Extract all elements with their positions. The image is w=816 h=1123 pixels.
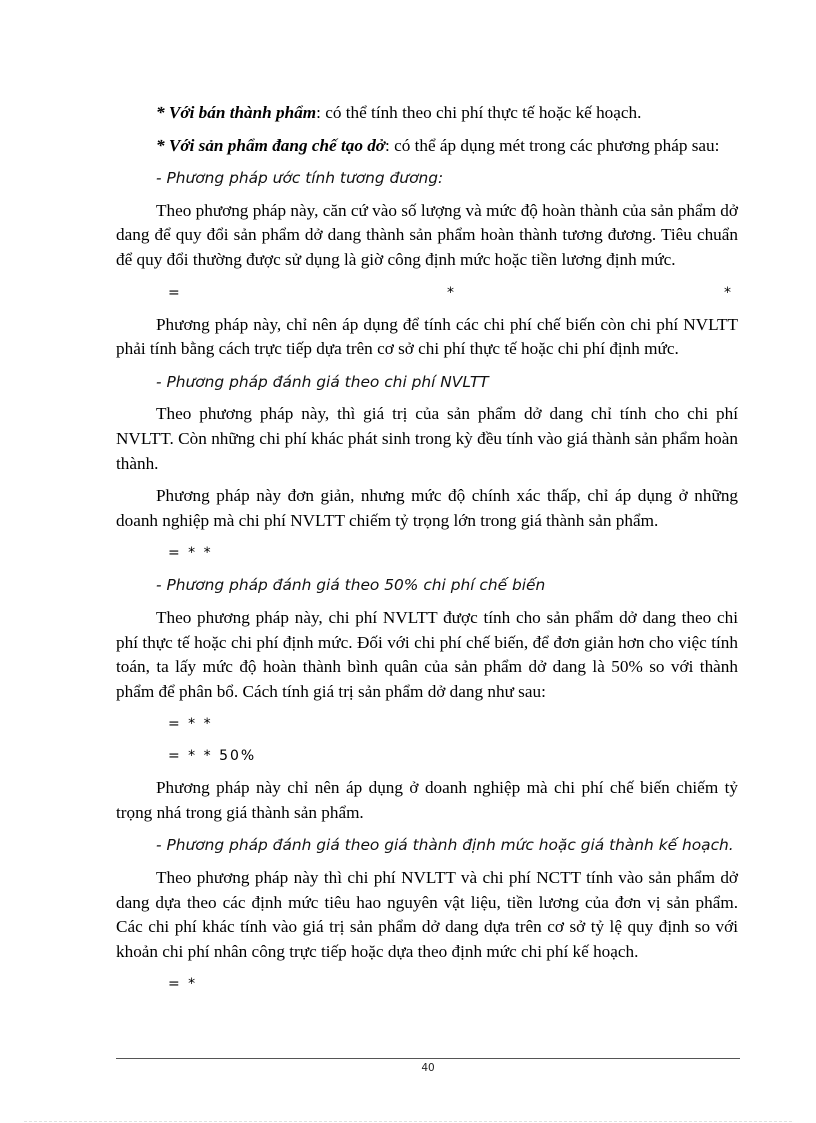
method-fifty-percent-formula-2: = * * 50% — [168, 748, 257, 765]
document-body — [116, 101, 738, 1004]
method-direct-material-title: - Phương pháp đánh giá theo chi phí NVLTT — [156, 372, 489, 391]
method-equivalent-paragraph-2: Phương pháp này, chỉ nên áp dụng để tính các chi phí chế biến còn chi phí NVLTT phải tính bằng cách trực tiếp dựa trên cơ sở chi phí thực tế hoặc chi phí định mức. — [116, 314, 738, 359]
method-equivalent-title: - Phương pháp ước tính tương đương: — [156, 169, 444, 188]
formula-multiply-2: * — [724, 284, 731, 301]
method-equivalent-paragraph-1: Theo phương pháp này, căn cứ vào số lượng và mức độ hoàn thành của sản phẩm dở dang để quy đổi sản phẩm dở dang thành sản phẩm hoàn thành tương đương. Tiêu chuẩn để quy đổi thường được sử dụng là giờ công định mức hoặc tiền lương định mức. — [116, 200, 738, 269]
method-fifty-percent-formula-1: = * * — [168, 716, 213, 733]
method-fifty-percent-title: - Phương pháp đánh giá theo 50% chi phí chế biến — [156, 576, 546, 595]
method-standard-cost-title: - Phương pháp đánh giá theo giá thành định mức hoặc giá thành kế hoạch. — [156, 836, 734, 855]
method-equivalent-formula — [116, 281, 738, 305]
method-direct-material-formula: = * * — [168, 545, 213, 562]
page-number: 40 — [421, 1062, 435, 1074]
paragraph-work-in-progress — [116, 134, 738, 159]
method-direct-material-paragraph-1: Theo phương pháp này, thì giá trị của sản phẩm dở dang chỉ tính cho chi phí NVLTT. Còn những chi phí khác phát sinh trong kỳ đều tính vào giá thành sản phẩm hoàn thành. — [116, 404, 738, 473]
formula-equals: = — [168, 284, 180, 301]
work-in-progress-text: : có thể áp dụng mét trong các phương pháp sau: — [385, 135, 720, 155]
semi-finished-text: : có thể tính theo chi phí thực tế hoặc kế hoạch. — [316, 103, 642, 122]
footer-divider — [116, 1058, 740, 1059]
work-in-progress-label: * Với sản phẩm đang chế tạo dở — [156, 135, 386, 155]
semi-finished-label: * Với bán thành phẩm — [156, 103, 317, 122]
formula-multiply-1: * — [447, 284, 454, 301]
method-standard-cost-paragraph-1: Theo phương pháp này thì chi phí NVLTT và chi phí NCTT tính vào sản phẩm dở dang dựa theo các định mức tiêu hao nguyên vật liệu, tiền lương của đơn vị sản phẩm. Các chi phí khác tính vào giá trị sản phẩm dở dang dựa trên cơ sở tỷ lệ quy định so với khoản chi phí nhân công trực tiếp hoặc dựa theo định mức chi phí kế hoạch. — [116, 868, 738, 961]
method-direct-material-paragraph-2: Phương pháp này đơn giản, nhưng mức độ chính xác thấp, chỉ áp dụng ở những doanh nghiệp mà chi phí NVLTT chiếm tỷ trọng lớn trong giá thành sản phẩm. — [116, 486, 738, 530]
paragraph-semi-finished — [116, 101, 738, 126]
method-standard-cost-formula: = * — [168, 976, 198, 993]
method-fifty-percent-paragraph-1: Theo phương pháp này, chi phí NVLTT được tính cho sản phẩm dở dang theo chi phí thực tế hoặc chi phí định mức. Đối với chi phí chế biến, để đơn giản hơn cho việc tính toán, ta lấy mức độ hoàn thành bình quân của sản phẩm dở dang là 50% so với thành phẩm để phân bổ. Cách tính giá trị sản phẩm dở dang như sau: — [116, 607, 738, 701]
method-fifty-percent-paragraph-2: Phương pháp này chỉ nên áp dụng ở doanh nghiệp mà chi phí chế biến chiếm tỷ trọng nhá trong giá thành sản phẩm. — [116, 778, 738, 822]
page-bottom-edge — [24, 1121, 792, 1122]
